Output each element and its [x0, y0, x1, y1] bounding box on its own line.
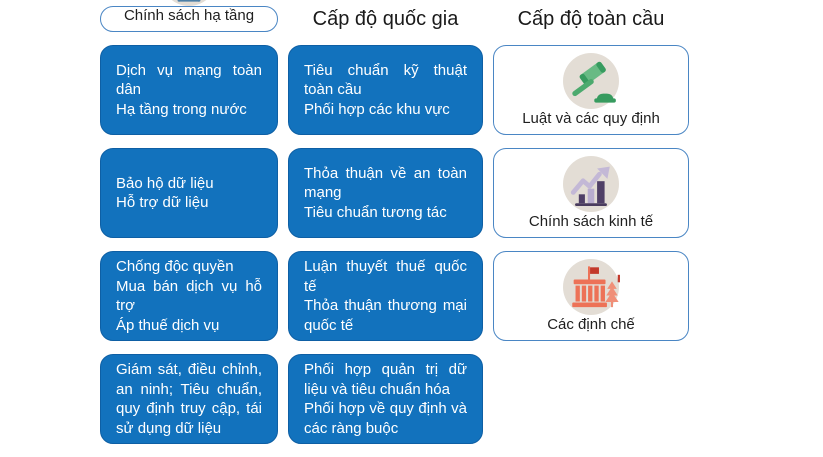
policy-line: Tiêu chuẩn tương tác: [304, 203, 447, 221]
national-box-institutions: [100, 354, 278, 444]
icon-circle: [161, 0, 217, 6]
category-card-infrastructure-policy: [100, 6, 278, 32]
national-box-infrastructure: [100, 45, 278, 135]
global-box-infrastructure: [288, 45, 483, 135]
category-card-laws-regulations: [493, 45, 689, 135]
icon-circle: [563, 156, 619, 212]
category-card-economic-policy: [493, 148, 689, 238]
policy-line: Dịch vụ mạng toàn dân: [116, 61, 262, 99]
policy-line: Hỗ trợ dữ liệu: [116, 194, 209, 211]
category-label: Các định chế: [547, 316, 635, 333]
category-card-institutions: [493, 251, 689, 341]
column-header-national: Cấp độ quốc gia: [312, 8, 459, 30]
gavel-icon: [561, 51, 621, 111]
policy-line: Chống độc quyền: [116, 258, 234, 275]
policy-line: Mua bán dịch vụ hỗ trợ: [116, 277, 262, 314]
policy-line: Phối hợp các khu vực: [304, 100, 450, 118]
diagram-grid: [100, 6, 689, 444]
icon-circle: [563, 259, 619, 315]
icon-circle: [563, 53, 619, 109]
category-label: Chính sách kinh tế: [528, 213, 654, 230]
policy-line: Hạ tầng trong nước: [116, 100, 247, 118]
global-box-laws: [288, 148, 483, 238]
national-box-laws: [100, 148, 278, 238]
policy-line: Phối hợp quản trị dữ liệu và tiêu chuẩn hóa: [304, 361, 467, 398]
column-header-global: Cấp độ toàn cầu: [517, 8, 665, 30]
policy-line: Thỏa thuận về an toàn mạng: [304, 164, 467, 202]
policy-line: Áp thuế dịch vụ: [116, 316, 220, 334]
policy-line: Bảo hộ dữ liệu: [116, 174, 214, 192]
policy-line: Thỏa thuận thương mại quốc tế: [304, 297, 467, 334]
government-building-icon: [561, 257, 621, 317]
category-label: Luật và các quy định: [522, 110, 660, 127]
policy-line: Giám sát, điều chỉnh, an ninh; Tiêu chuẩn, quy định truy cập, tái sử dụng dữ liệu: [116, 361, 262, 437]
policy-line: Luận thuyết thuế quốc tế: [304, 258, 467, 295]
policy-line: Phối hợp về quy định và các ràng buộc: [304, 400, 467, 437]
growth-chart-icon: [561, 154, 621, 214]
category-label: Chính sách hạ tầng: [123, 7, 255, 24]
policy-line: Tiêu chuẩn kỹ thuật toàn cầu: [304, 61, 467, 99]
global-box-economic: [288, 251, 483, 341]
global-box-institutions: [288, 354, 483, 444]
national-box-economic: [100, 251, 278, 341]
